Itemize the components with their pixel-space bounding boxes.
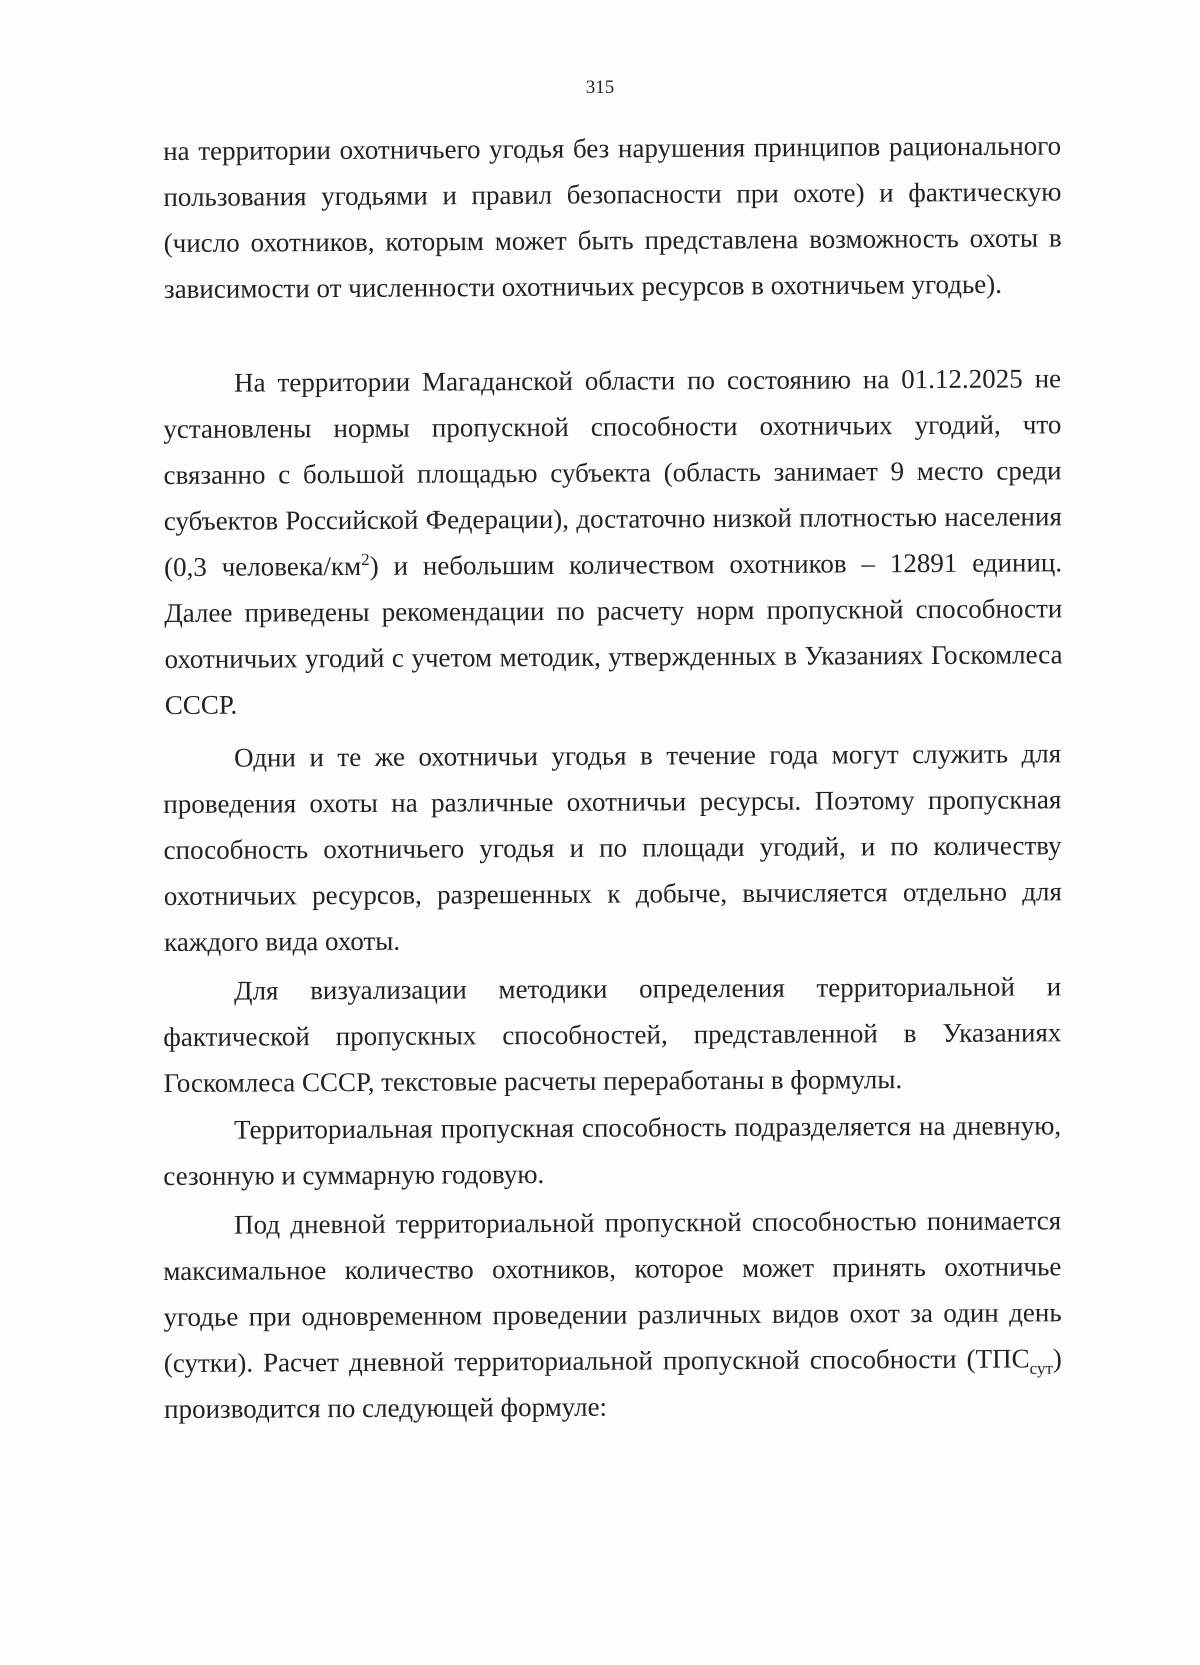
subscript: сут [1029,1358,1053,1378]
paragraph-text: На территории Магаданской области по состоянию на 01.12.2025 не установлены нормы пропускной способности охотничьих угодий, что связанно с большой площадью субъекта (область занимает 9 место среди субъектов Российской Федерации), достаточно низкой плотностью населения (0,3 человека/км [163,363,1062,582]
paragraph-hunting-grounds: Одни и те же охотничьи угодья в течение года могут служить для проведения охоты на различные охотничьи ресурсы. Поэтому пропускная способность охотничьего угодья и по площади угодий, и по количеству охотничьих ресурсов, разрешенных к добыче, вычисляется отдельно для каждого вида охоты. [163,738,1062,957]
paragraph-territorial-capacity: Территориальная пропускная способность подразделяется на дневную, сезонную и суммарную годовую. [163,1110,1062,1191]
paragraph-visualization: Для визуализации методики определения территориальной и фактической пропускных способностей, представленной в Указаниях Госкомлеса СССР, текстовые расчеты переработаны в формулы. [163,971,1062,1098]
paragraph-daily-capacity [163,1197,1062,1432]
page-number: 315 [585,77,615,98]
paragraph-magadan-norms [163,355,1063,728]
paragraph-continuation: на территории охотничьего угодья без нарушения принципов рационального пользования угодьями и правил безопасности при охоте) и фактическую (число охотников, которым может быть представлена возможность охоты в зависимости от численности охотничьих ресурсов в охотничьем угодье). [163,130,1062,304]
paragraph-text: ) и небольшим количеством охотников – 12891 единиц. Далее приведены рекомендации по расчету норм пропускной способности охотничьих угодий с учетом методик, утвержденных в Указаниях Госкомлеса СССР. [164,547,1063,720]
paragraph-text: ) производится по следующей формуле: [164,1343,1062,1424]
paragraph-text: Под дневной территориальной пропускной способностью понимается максимальное количество охотников, которое может принять охотничье угодье при одновременном проведении различных видов охот за один день (сутки). Расчет дневной территориальной пропускной способности (ТПС [163,1205,1062,1378]
superscript: 2 [361,549,370,569]
